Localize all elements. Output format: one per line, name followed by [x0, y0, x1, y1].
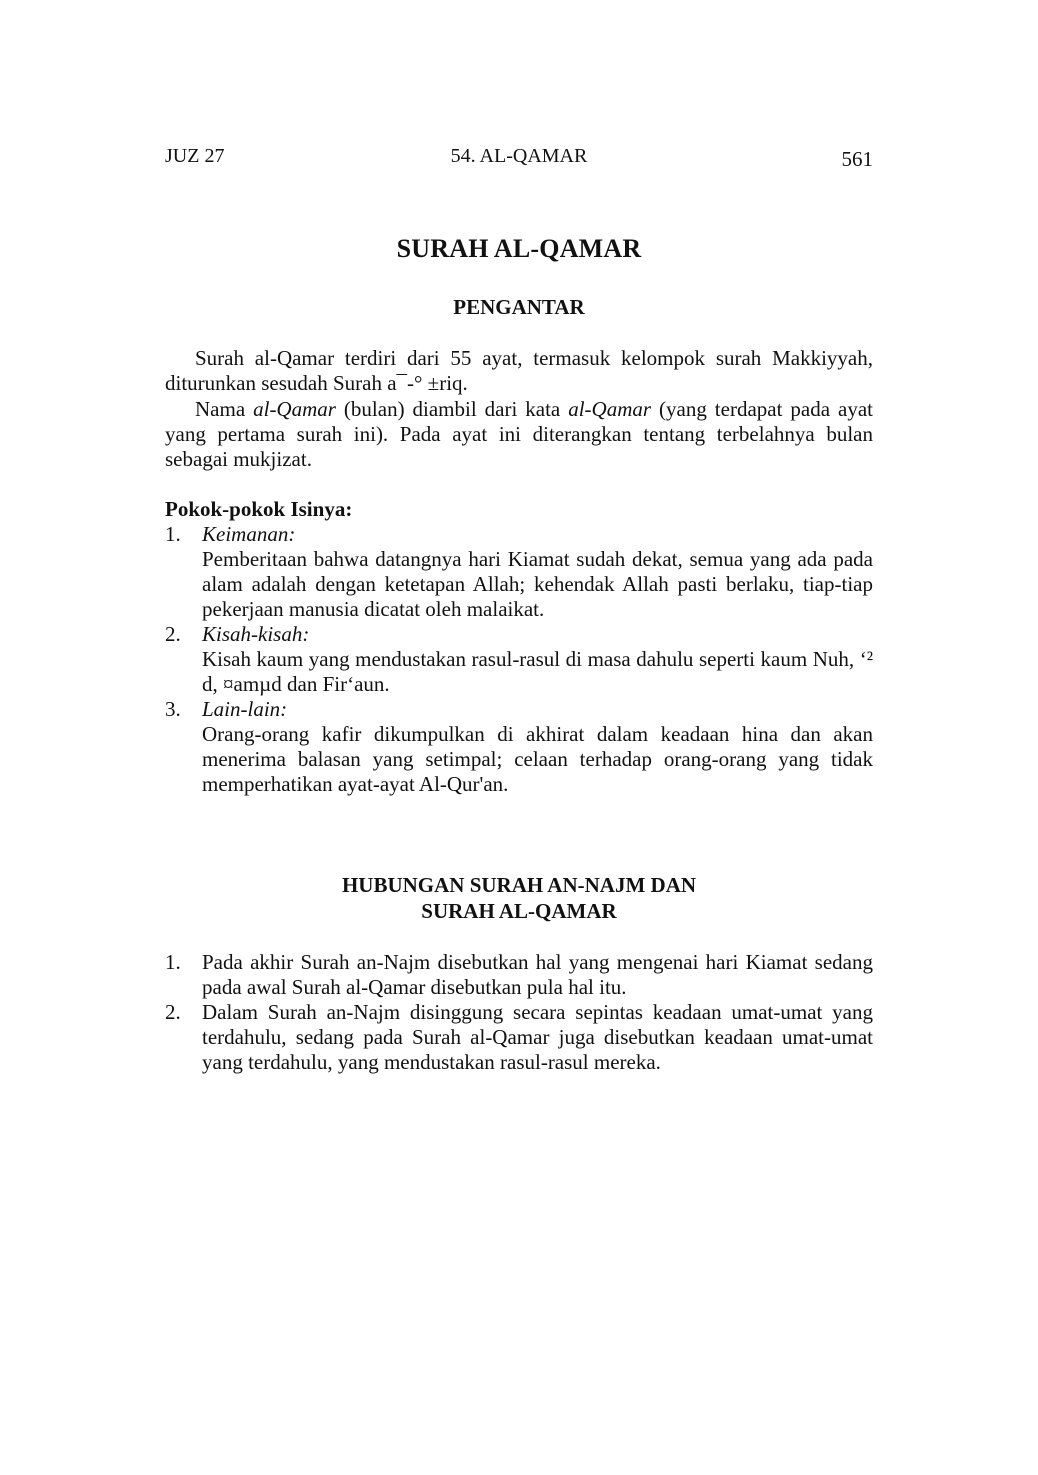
page-title: SURAH AL-QAMAR	[396, 234, 642, 263]
surah-label: 54. AL-QAMAR	[450, 145, 588, 167]
p2-text-c: (bulan) diambil dari kata	[335, 397, 569, 421]
juz-label: JUZ 27	[165, 145, 225, 167]
list-item-text: Kisah kaum yang mendustakan rasul-rasul di masa dahulu seperti kaum Nuh, ‘² d, ¤amµd dan Fir‘aun.	[202, 647, 873, 696]
relation-heading-line-2: SURAH AL-QAMAR	[421, 899, 617, 923]
contents-heading: Pokok-pokok Isinya:	[165, 497, 353, 521]
p2-text-e: (yang terdapat pada ayat yang pertama surah ini). Pada ayat ini diterangkan tentang terbelahnya bulan sebagai mukjizat.	[165, 397, 873, 471]
contents-list	[165, 522, 873, 797]
list-item-text: Dalam Surah an-Najm disinggung secara sepintas keadaan umat-umat yang terdahulu, sedang pada Surah al-Qamar juga disebutkan keadaan umat-umat yang terdahulu, yang mendustakan rasul-rasul mereka.	[202, 1000, 873, 1074]
list-item-text: Pemberitaan bahwa datangnya hari Kiamat sudah dekat, semua yang ada pada alam adalah dengan ketetapan Allah; kehendak Allah pasti berlaku, tiap-tiap pekerjaan manusia dicatat oleh malaikat.	[202, 547, 873, 621]
list-item-text: Pada akhir Surah an-Najm disebutkan hal yang mengenai hari Kiamat sedang pada awal Surah al-Qamar disebutkan pula hal itu.	[202, 950, 873, 999]
list-item-number: 1.	[165, 522, 181, 546]
intro-paragraph-2	[165, 397, 873, 472]
relation-list	[165, 950, 873, 1075]
list-item	[165, 1000, 873, 1075]
p2-text-a: Nama	[195, 397, 254, 421]
list-item-number: 3.	[165, 697, 181, 721]
list-item-text: Orang-orang kafir dikumpulkan di akhirat dalam keadaan hina dan akan menerima balasan yang setimpal; celaan terhadap orang-orang yang tidak memperhatikan ayat-ayat Al-Qur'an.	[202, 722, 873, 796]
list-item	[165, 950, 873, 1000]
list-item-number: 1.	[165, 950, 181, 974]
list-item-number: 2.	[165, 1000, 181, 1024]
intro-heading: PENGANTAR	[453, 295, 585, 319]
intro-paragraph-1-text: Surah al-Qamar terdiri dari 55 ayat, termasuk kelompok surah Makkiyyah, diturunkan sesudah Surah a¯-° ±riq.	[165, 346, 873, 395]
list-item	[165, 697, 873, 797]
list-item-title: Kisah-kisah:	[202, 622, 310, 646]
list-item-title: Keimanan:	[202, 522, 296, 546]
relation-heading-line-1: HUBUNGAN SURAH AN-NAJM DAN	[341, 873, 697, 897]
p2-italic-term-1: al-Qamar	[253, 397, 336, 421]
document-page	[165, 0, 873, 1475]
list-item-title: Lain-lain:	[202, 697, 288, 721]
list-item	[165, 522, 873, 622]
page-number: 561	[841, 147, 873, 171]
list-item-number: 2.	[165, 622, 181, 646]
relation-heading	[165, 872, 873, 924]
list-item	[165, 622, 873, 697]
running-header	[165, 145, 873, 173]
intro-paragraph-1	[165, 346, 873, 396]
p2-italic-term-2: al-Qamar	[568, 397, 652, 421]
